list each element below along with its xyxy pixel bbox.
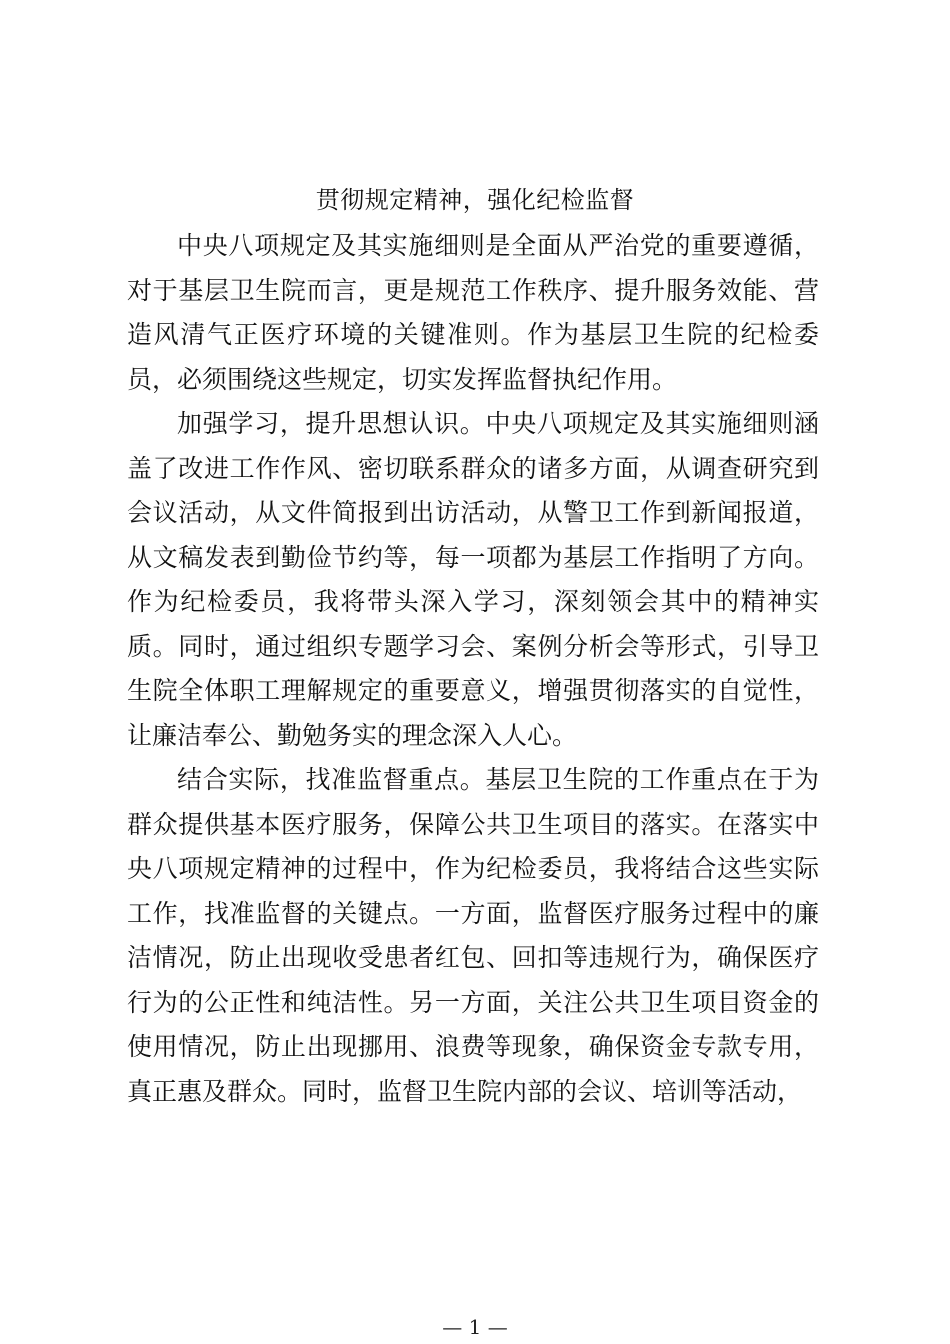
document-title: 贯彻规定精神，强化纪检监督 [315,186,635,214]
document-body [127,224,819,1114]
paragraph: 加强学习，提升思想认识。中央八项规定及其实施细则涵盖了改进工作作风、密切联系群众的诸多方面，从调查研究到会议活动，从文件简报到出访活动，从警卫工作到新闻报道，从文稿发表到勤俭节约等，每一项都为基层工作指明了方向。作为纪检委员，我将带头深入学习，深刻领会其中的精神实质。同时，通过组织专题学习会、案例分析会等形式，引导卫生院全体职工理解规定的重要意义，增强贯彻落实的自觉性，让廉洁奉公、勤勉务实的理念深入人心。 [127,409,819,750]
paragraph: 结合实际，找准监督重点。基层卫生院的工作重点在于为群众提供基本医疗服务，保障公共卫生项目的落实。在落实中央八项规定精神的过程中，作为纪检委员，我将结合这些实际工作，找准监督的关键点。一方面，监督医疗服务过程中的廉洁情况，防止出现收受患者红包、回扣等违规行为，确保医疗行为的公正性和纯洁性。另一方面，关注公共卫生项目资金的使用情况，防止出现挪用、浪费等现象，确保资金专款专用，真正惠及群众。同时，监督卫生院内部的会议、培训等活动， [127,765,819,1106]
paragraph: 中央八项规定及其实施细则是全面从严治党的重要遵循，对于基层卫生院而言，更是规范工作秩序、提升服务效能、营造风清气正医疗环境的关键准则。作为基层卫生院的纪检委员，必须围绕这些规定，切实发挥监督执纪作用。 [127,231,819,394]
page-number: — 1 — [442,1315,508,1339]
